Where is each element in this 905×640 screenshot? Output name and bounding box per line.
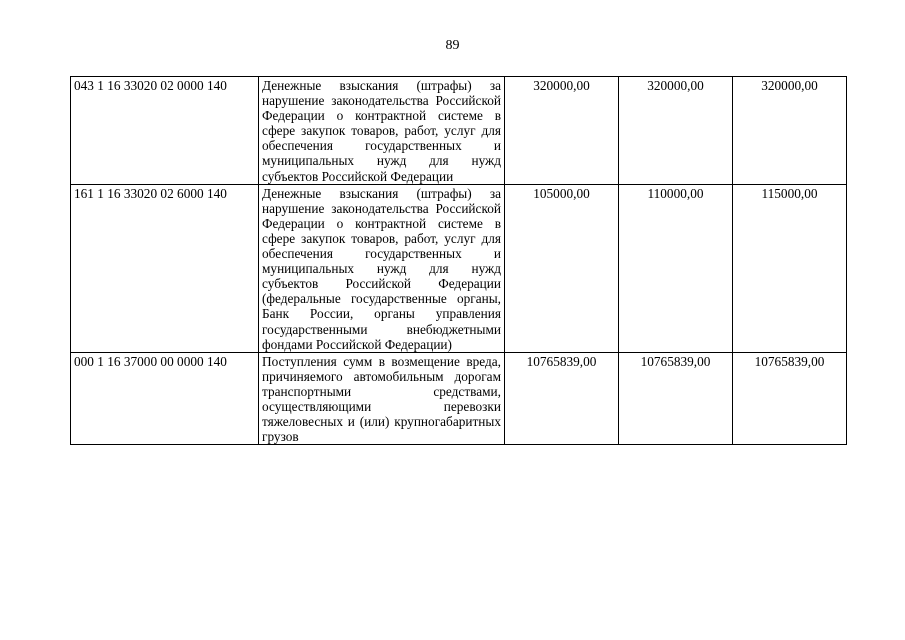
revenue-name-cell: Поступления сумм в возмещение вреда, причиняемого автомобильным дорогам транспортными средствами, осуществляющими перевозки тяжеловесных и (или) крупногабаритных грузов xyxy=(259,352,505,445)
amount-year-2-cell: 320000,00 xyxy=(619,77,733,185)
amount-year-2-cell: 10765839,00 xyxy=(619,352,733,445)
table-row xyxy=(71,352,847,445)
amount-year-3-cell: 115000,00 xyxy=(733,184,847,352)
table-row xyxy=(71,184,847,352)
table-row xyxy=(71,77,847,185)
revenue-name-cell: Денежные взыскания (штрафы) за нарушение законодательства Российской Федерации о контрактной системе в сфере закупок товаров, работ, услуг для обеспечения государственных и муниципальных нужд для нужд субъектов Российской Федерации xyxy=(259,77,505,185)
amount-year-1-cell: 105000,00 xyxy=(505,184,619,352)
page-number: 89 xyxy=(445,38,460,53)
amount-year-3-cell: 320000,00 xyxy=(733,77,847,185)
amount-year-3-cell: 10765839,00 xyxy=(733,352,847,445)
revenue-name-cell: Денежные взыскания (штрафы) за нарушение законодательства Российской Федерации о контрактной системе в сфере закупок товаров, работ, услуг для обеспечения государственных и муниципальных нужд для нужд субъектов Российской Федерации (федеральные государственные органы, Банк России, органы управления государственными внебюджетными фондами Российской Федерации) xyxy=(259,184,505,352)
amount-year-2-cell: 110000,00 xyxy=(619,184,733,352)
budget-revenue-table xyxy=(70,76,847,445)
revenue-code-cell: 000 1 16 37000 00 0000 140 xyxy=(71,352,259,445)
revenue-code-cell: 161 1 16 33020 02 6000 140 xyxy=(71,184,259,352)
amount-year-1-cell: 320000,00 xyxy=(505,77,619,185)
revenue-code-cell: 043 1 16 33020 02 0000 140 xyxy=(71,77,259,185)
amount-year-1-cell: 10765839,00 xyxy=(505,352,619,445)
